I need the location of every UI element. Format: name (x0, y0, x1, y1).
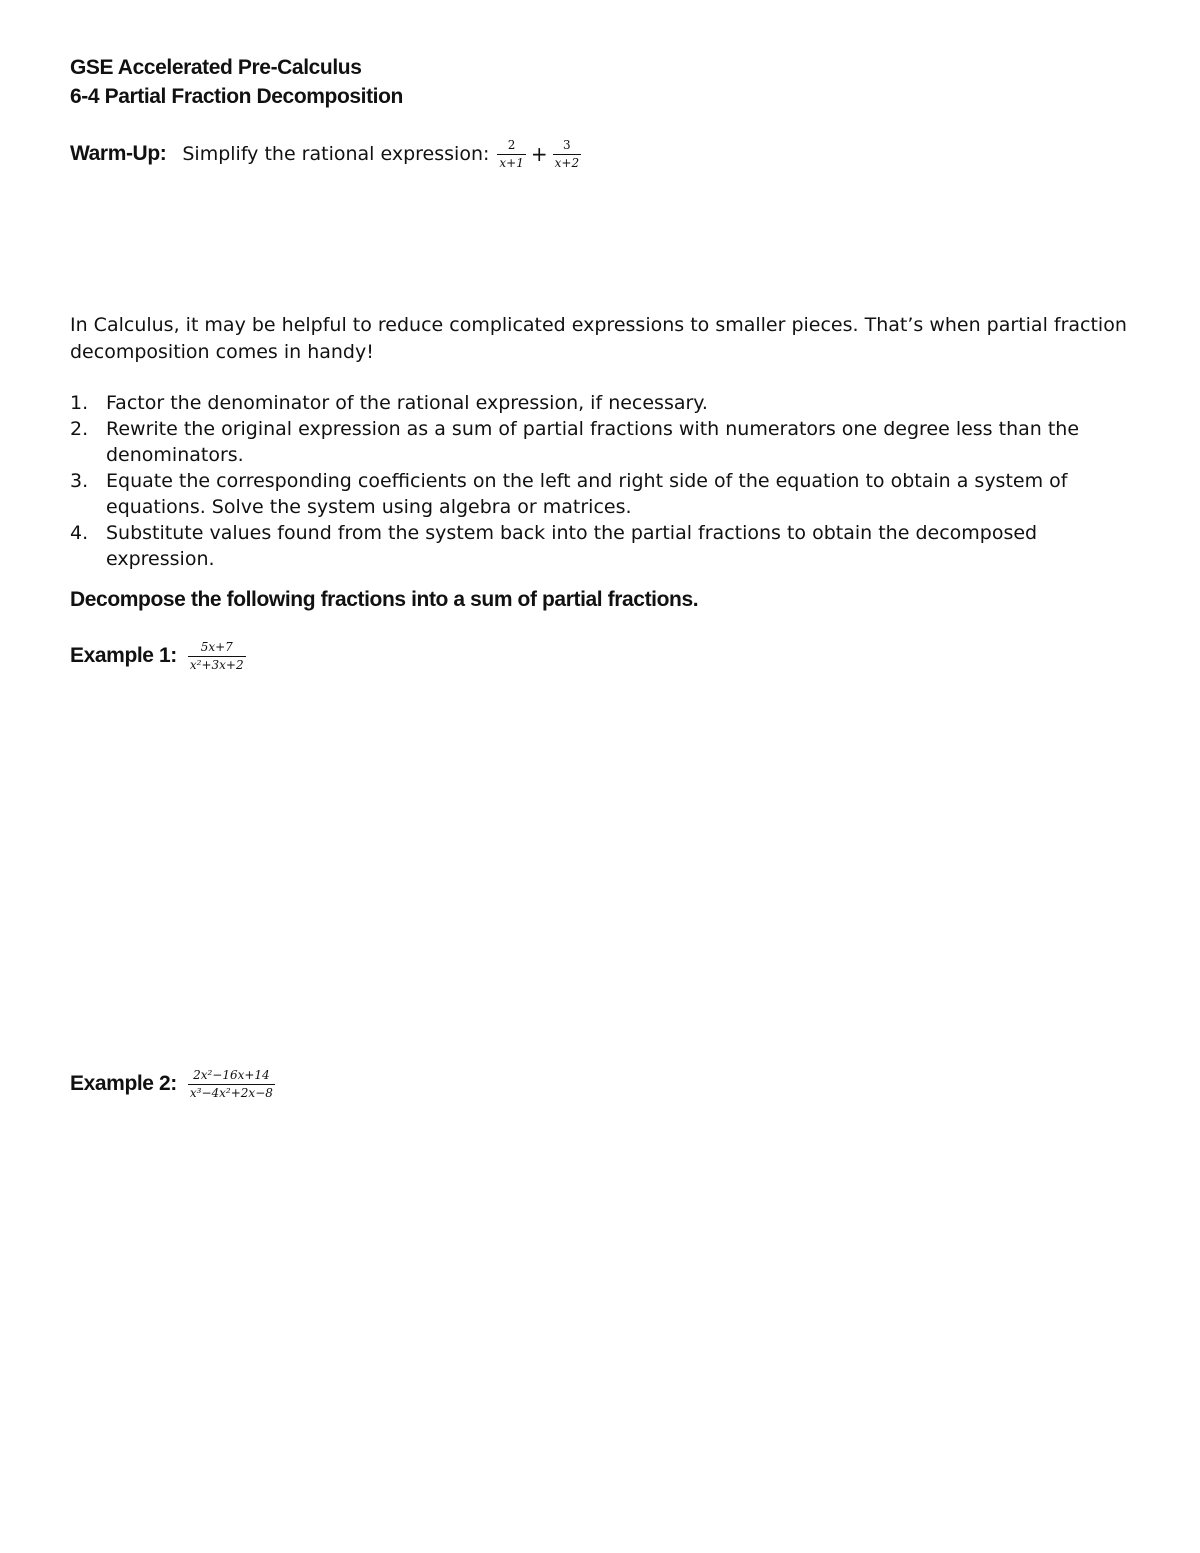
fraction-denominator: x²+3x+2 (189, 658, 244, 672)
example-1-fraction (188, 640, 246, 672)
example-1 (70, 640, 249, 672)
step-number: 4. (70, 522, 89, 544)
fraction-denominator: x³−4x²+2x−8 (189, 1086, 273, 1100)
intro-paragraph: In Calculus, it may be helpful to reduce complicated expressions to smaller pieces. That’s when partial fraction decomposition comes in handy! (70, 314, 1127, 363)
steps-list (70, 390, 1150, 572)
warmup-text: Simplify the rational expression: (182, 143, 490, 165)
fraction-numerator: 5x+7 (200, 640, 233, 654)
step-text: Factor the denominator of the rational expression, if necessary. (106, 392, 708, 414)
fraction-numerator: 2 (507, 138, 516, 152)
step-text: Equate the corresponding coefficients on the left and right side of the equation to obtain a system of equations. Solve the system using algebra or matrices. (106, 470, 1068, 518)
fraction-denominator: x+2 (554, 156, 580, 170)
example-2-fraction (188, 1068, 275, 1100)
lesson-title: 6-4 Partial Fraction Decomposition (70, 85, 403, 108)
warmup-fraction-2 (553, 138, 581, 170)
example-1-label: Example 1: (70, 644, 177, 667)
step-number: 2. (70, 418, 89, 440)
warmup-label: Warm-Up: (70, 142, 167, 165)
step-item (70, 520, 1150, 572)
step-text: Rewrite the original expression as a sum of partial fractions with numerators one degree less than the denominators. (106, 418, 1080, 466)
step-number: 3. (70, 470, 89, 492)
step-number: 1. (70, 392, 89, 414)
warmup-fraction-1 (497, 138, 525, 170)
fraction-denominator: x+1 (499, 156, 524, 170)
course-title: GSE Accelerated Pre-Calculus (70, 56, 362, 79)
fraction-numerator: 3 (563, 138, 571, 152)
step-item (70, 416, 1150, 468)
plus-sign: + (530, 142, 548, 166)
fraction-numerator: 2x²−16x+14 (193, 1068, 270, 1082)
example-2 (70, 1068, 278, 1100)
warmup-line (70, 138, 584, 170)
instruction-heading: Decompose the following fractions into a sum of partial fractions. (70, 588, 699, 611)
step-text: Substitute values found from the system back into the partial fractions to obtain the decomposed expression. (106, 522, 1038, 570)
example-2-label: Example 2: (70, 1072, 177, 1095)
step-item (70, 390, 1150, 416)
step-item (70, 468, 1150, 520)
